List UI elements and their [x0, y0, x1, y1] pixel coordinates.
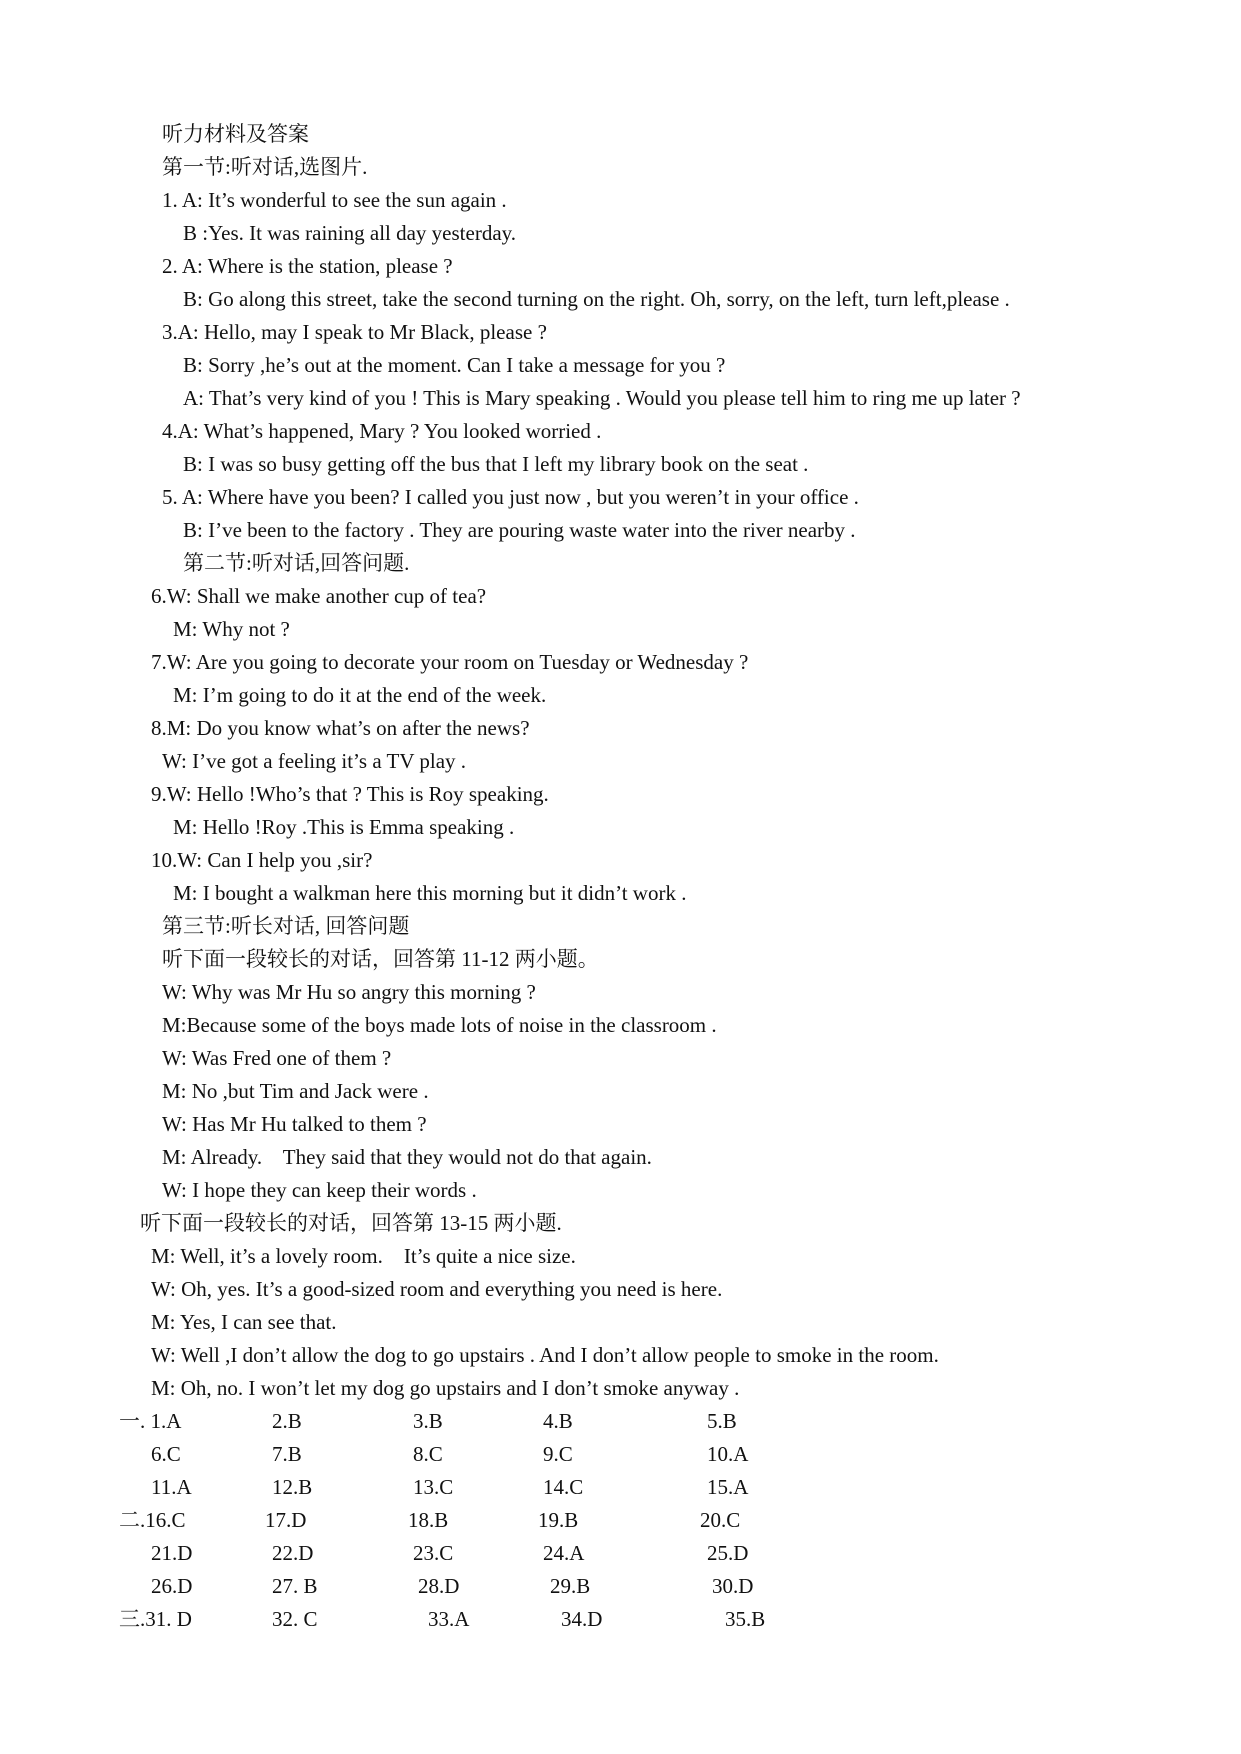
answer-key-item: 29.B [550, 1574, 591, 1598]
answer-key-item: 27. B [272, 1574, 318, 1598]
answer-key-item: 11.A [151, 1475, 192, 1499]
dialog-line: 5. A: Where have you been? I called you just now , but you weren’t in your office . [162, 485, 859, 509]
answer-key-item: 19.B [538, 1508, 579, 1532]
answer-key-item: 18.B [408, 1508, 449, 1532]
dialog-line: W: Was Fred one of them ? [162, 1046, 392, 1070]
dialog-line: B :Yes. It was raining all day yesterday. [183, 221, 517, 245]
answer-key-item: 22.D [272, 1541, 314, 1565]
dialog-line: M: No ,but Tim and Jack were . [162, 1079, 429, 1103]
dialog-line: W: Well ,I don’t allow the dog to go upstairs . And I don’t allow people to smoke in the room. [151, 1343, 939, 1367]
answer-key-item: 二.16.C [119, 1508, 186, 1532]
answer-key-item: 33.A [428, 1607, 470, 1631]
dialog-line: 8.M: Do you know what’s on after the news? [151, 716, 530, 740]
dialog-line: 4.A: What’s happened, Mary ? You looked worried . [162, 419, 602, 443]
dialog-line: M:Because some of the boys made lots of noise in the classroom . [162, 1013, 717, 1037]
dialog-line: W: I hope they can keep their words . [162, 1178, 477, 1202]
dialog-line: B: I’ve been to the factory . They are pouring waste water into the river nearby . [183, 518, 856, 542]
answer-key-item: 9.C [543, 1442, 573, 1466]
answer-key-item: 14.C [543, 1475, 584, 1499]
answer-key-item: 5.B [707, 1409, 737, 1433]
dialog-line: M: Hello !Roy .This is Emma speaking . [173, 815, 515, 839]
dialog-line: W: Why was Mr Hu so angry this morning ? [162, 980, 536, 1004]
answer-key-item: 3.B [413, 1409, 443, 1433]
instruction-line: 听下面一段较长的对话，回答第 13-15 两小题. [140, 1211, 562, 1235]
answer-key-item: 17.D [265, 1508, 307, 1532]
dialog-line: B: Sorry ,he’s out at the moment. Can I take a message for you ? [183, 353, 726, 377]
answer-key-item: 35.B [725, 1607, 766, 1631]
answer-key-item: 8.C [413, 1442, 443, 1466]
answer-key-item: 24.A [543, 1541, 585, 1565]
answer-key-item: 34.D [561, 1607, 603, 1631]
answer-key-item: 10.A [707, 1442, 749, 1466]
dialog-line: M: I’m going to do it at the end of the week. [173, 683, 547, 707]
answer-key-item: 25.D [707, 1541, 749, 1565]
answer-key-item: 一. 1.A [119, 1409, 182, 1433]
answer-key-item: 12.B [272, 1475, 313, 1499]
answer-key-item: 6.C [151, 1442, 181, 1466]
section-heading: 第一节:听对话,选图片. [162, 155, 368, 179]
answer-key-item: 23.C [413, 1541, 454, 1565]
dialog-line: M: Oh, no. I won’t let my dog go upstairs and I don’t smoke anyway . [151, 1376, 740, 1400]
answer-key-item: 4.B [543, 1409, 573, 1433]
dialog-line: 1. A: It’s wonderful to see the sun again . [162, 188, 507, 212]
dialog-line: B: I was so busy getting off the bus that I left my library book on the seat . [183, 452, 809, 476]
dialog-line: M: Well, it’s a lovely room. It’s quite a nice size. [151, 1244, 576, 1268]
answer-key-item: 20.C [700, 1508, 741, 1532]
dialog-line: M: I bought a walkman here this morning but it didn’t work . [173, 881, 687, 905]
dialog-line: 10.W: Can I help you ,sir? [151, 848, 373, 872]
answer-key-item: 30.D [712, 1574, 754, 1598]
answer-key-item: 32. C [272, 1607, 318, 1631]
dialog-line: W: I’ve got a feeling it’s a TV play . [162, 749, 467, 773]
dialog-line: 9.W: Hello !Who’s that ? This is Roy speaking. [151, 782, 549, 806]
dialog-line: B: Go along this street, take the second turning on the right. Oh, sorry, on the left, turn left,please . [183, 287, 1010, 311]
dialog-line: 3.A: Hello, may I speak to Mr Black, please ? [162, 320, 547, 344]
dialog-line: M: Already. They said that they would not do that again. [162, 1145, 652, 1169]
section-heading: 第二节:听对话,回答问题. [183, 551, 410, 575]
answer-key-item: 2.B [272, 1409, 302, 1433]
answer-key-item: 7.B [272, 1442, 302, 1466]
dialog-line: M: Yes, I can see that. [151, 1310, 337, 1334]
dialog-line: W: Has Mr Hu talked to them ? [162, 1112, 427, 1136]
answer-key-item: 三.31. D [119, 1607, 192, 1631]
dialog-line: A: That’s very kind of you ! This is Mary speaking . Would you please tell him to ring me up later ? [183, 386, 1021, 410]
dialog-line: 6.W: Shall we make another cup of tea? [151, 584, 487, 608]
answer-key-item: 15.A [707, 1475, 749, 1499]
answer-key-item: 13.C [413, 1475, 454, 1499]
section-heading: 第三节:听长对话, 回答问题 [162, 914, 410, 938]
doc-title: 听力材料及答案 [162, 122, 309, 146]
dialog-line: 2. A: Where is the station, please ? [162, 254, 453, 278]
answer-key-item: 26.D [151, 1574, 193, 1598]
dialog-line: W: Oh, yes. It’s a good-sized room and everything you need is here. [151, 1277, 723, 1301]
dialog-line: 7.W: Are you going to decorate your room on Tuesday or Wednesday ? [151, 650, 749, 674]
answer-key-item: 28.D [418, 1574, 460, 1598]
instruction-line: 听下面一段较长的对话，回答第 11-12 两小题。 [162, 947, 599, 971]
answer-key-item: 21.D [151, 1541, 193, 1565]
dialog-line: M: Why not ? [173, 617, 290, 641]
